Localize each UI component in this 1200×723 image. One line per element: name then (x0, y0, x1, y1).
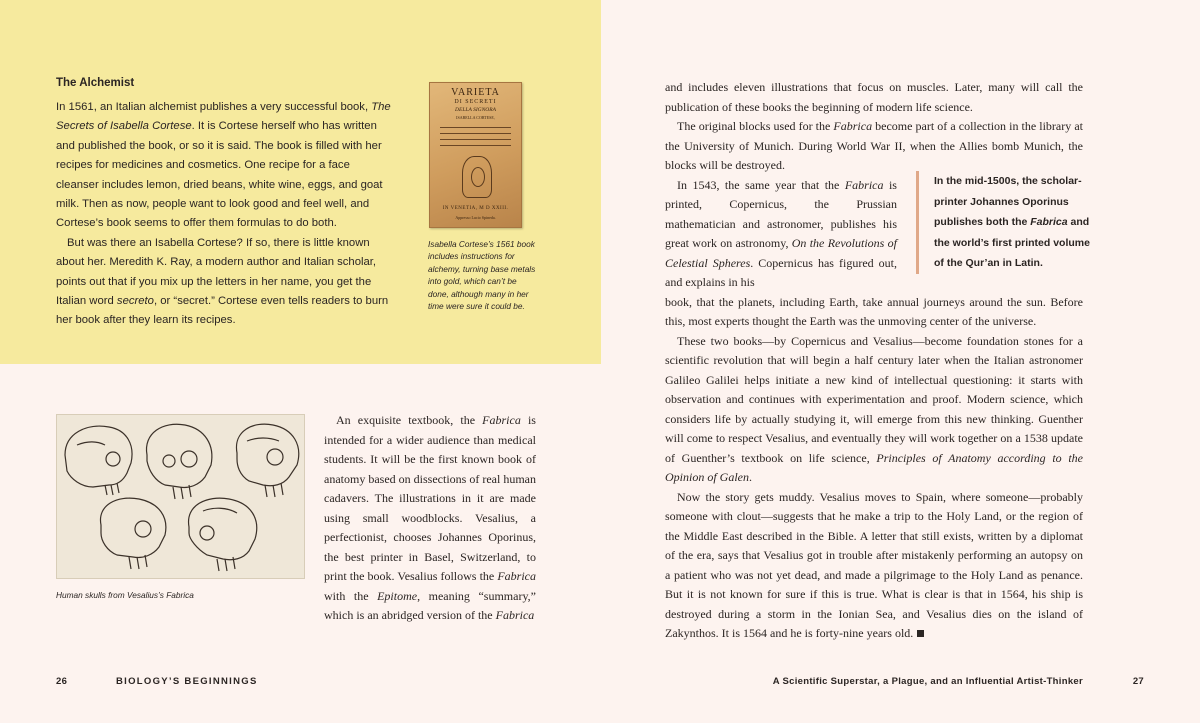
text-run: become part of a collection in the library at the University of Munich. During World War II, when the Allies bomb Munich, the blocks will be destroyed. (665, 119, 1083, 172)
skulls-caption: Human skulls from Vesalius’s Fabrica (56, 590, 194, 600)
text-run: These two books—by Copernicus and Vesalius—become foundation stones for a scientific revolution that will begin a half century later when the Italian astronomer Galileo Galilei helps initiate a new kind of intellectual questioning: it starts with observation and continues with experimentation and proof. Modern science, which considers life by actually studying it, will emerge from this new thinking. Guenther will come to respect Vesalius, and eventually they will work together on a 1538 update of Guenther’s textbook on life science, (665, 333, 1083, 465)
book-cover-line: VARIETA (451, 87, 500, 98)
right-paragraph-5 (665, 488, 1083, 644)
book-cover-line: IN VENETIA, M D XXIII. (442, 206, 509, 211)
book-rule (440, 127, 511, 128)
book-title-italic: The Secrets of Isabella Cortese (56, 101, 391, 133)
skulls-illustration (56, 414, 305, 579)
skulls-drawing (57, 415, 306, 580)
sidebar-paragraph-1 (56, 98, 394, 234)
pull-quote (916, 171, 1098, 274)
text-run: In the mid-1500s, the scholar-printer Johannes Oporinus publishes both the (934, 175, 1082, 228)
book-rule (440, 145, 511, 146)
title-italic: Epitome (377, 588, 418, 603)
skull-2 (146, 424, 211, 499)
title-italic: On the Revolutions of Celestial Spheres (665, 236, 897, 270)
word-italic: secreto (116, 295, 154, 308)
left-page-number: 26 (56, 676, 68, 687)
right-paragraph-2 (665, 117, 1083, 176)
book-cover-line: DELLA SIGNORA (455, 107, 496, 113)
sidebar-paragraph-2 (56, 234, 394, 331)
title-italic: Fabrica (844, 177, 884, 192)
text-run: and the world’s first printed volume of the Qur’an in Latin. (934, 216, 1090, 269)
text-run: , meaning “summary,” which is an abridged version of the (324, 588, 537, 622)
right-column-text (665, 78, 1083, 644)
right-paragraph-4 (665, 332, 1083, 488)
text-run: But was there an Isabella Cortese? If so, there is little known about her. Meredith K. Ray, a modern author and Italian scholar, points out that if you mix up the letters in her name, you get the Italian word (56, 236, 377, 308)
left-running-title: BIOLOGY’S BEGINNINGS (116, 676, 258, 687)
text-run: . It is Cortese herself who has written and published the book, or so it is said. The book is filled with her recipes for medicines and cosmetics. One recipe for a face cleanser includes lemon, dried beans, white wine, eggs, and goat milk. Then as now, people want to look good and feel well, and Cortese’s book seems to offer them formulas to do both. (56, 120, 383, 230)
title-italic: Fabrica (497, 569, 536, 583)
text-run: , or “secret.” Cortese even tells readers to burn her book after they learn its recipes. (56, 295, 389, 327)
skull-5 (189, 498, 257, 571)
text-run: is printed, Copernicus, the Prussian mathematician and astronomer, publishes his great work on astronomy, (665, 177, 897, 250)
book-cover-line: DI SECRETI (454, 99, 497, 105)
book-rule (440, 133, 511, 134)
text-run: In 1543, the same year that the (677, 177, 845, 192)
text-run: with the (324, 588, 378, 603)
book-cover-line: ISABELLA CORTESE, (456, 115, 495, 120)
right-running-title: A Scientific Superstar, a Plague, and an Influential Artist-Thinker (772, 676, 1083, 687)
text-run: Now the story gets muddy. Vesalius moves to Spain, where someone—probably someone with clout—suggests that he make a trip to the Holy Land, or the region of the Middle East described in the Bible. A letter that still exists, written by a diplomat of the era, says that Vesalius got in trouble after mistakenly performing an autopsy on a patient who was not yet dead, and made a pilgrimage to the Holy Land as penance. But it is not known for sure if this is true. What is clear is that in 1564, his ship is destroyed during a storm in the Ionian Sea, and Vesalius dies on the island of Zakynthos. It is 1564 and he is forty-nine years old. (665, 489, 1083, 640)
fabrica-text (324, 411, 536, 626)
text-run: An exquisite textbook, the (336, 413, 483, 427)
title-italic: Principles of Anatomy according to the Opinion of Galen (665, 450, 1083, 484)
title-italic: Fabrica (833, 119, 873, 133)
sidebar-title: The Alchemist (56, 77, 135, 89)
book-caption: Isabella Cortese’s 1561 book includes instructions for alchemy, turning base metals into gold, which can’t be done, although many in her time were sure it could be. (428, 239, 536, 312)
text-run: In 1561, an Italian alchemist publishes a very successful book, (56, 101, 372, 113)
skull-4 (100, 498, 165, 569)
text-run: is intended for a wider audience than medical students. It will be the first known book of anatomy based on dissections of real human cadavers. The illustrations in it are made using small woodblocks. Vesalius, a perfectionist, chooses Johannes Oporinus, the best printer in Basel, Switzerland, to print the book. Vesalius follows the (324, 413, 536, 583)
skull-3 (236, 424, 298, 497)
end-mark-square (917, 630, 924, 637)
book-cover-image (429, 82, 522, 228)
title-italic: Fabrica (495, 608, 535, 622)
skull-1 (65, 426, 132, 495)
book-rule (440, 139, 511, 140)
title-italic: Fabrica (482, 413, 521, 427)
fabrica-paragraph (324, 411, 536, 626)
book-cover-line: Appresso Lucio Spineda. (455, 215, 496, 220)
right-paragraph-3-cont: book, that the planets, including Earth, take annual journeys around the sun. Before this, most experts thought the Earth was the unmoving center of the universe. (665, 294, 1083, 328)
right-paragraph-1: and includes eleven illustrations that focus on muscles. Later, many will call the publication of these books the beginning of modern life science. (665, 80, 1083, 114)
right-paragraph-3 (665, 176, 897, 293)
sidebar-text (56, 98, 394, 331)
text-run: The original blocks used for the (677, 119, 834, 133)
printer-mark-ornament (462, 156, 492, 198)
title-italic: Fabrica (1030, 216, 1068, 228)
text-run: . Copernicus has figured out, and explains in his (665, 255, 898, 289)
text-run: . (749, 470, 752, 484)
right-page-number: 27 (1132, 676, 1144, 687)
